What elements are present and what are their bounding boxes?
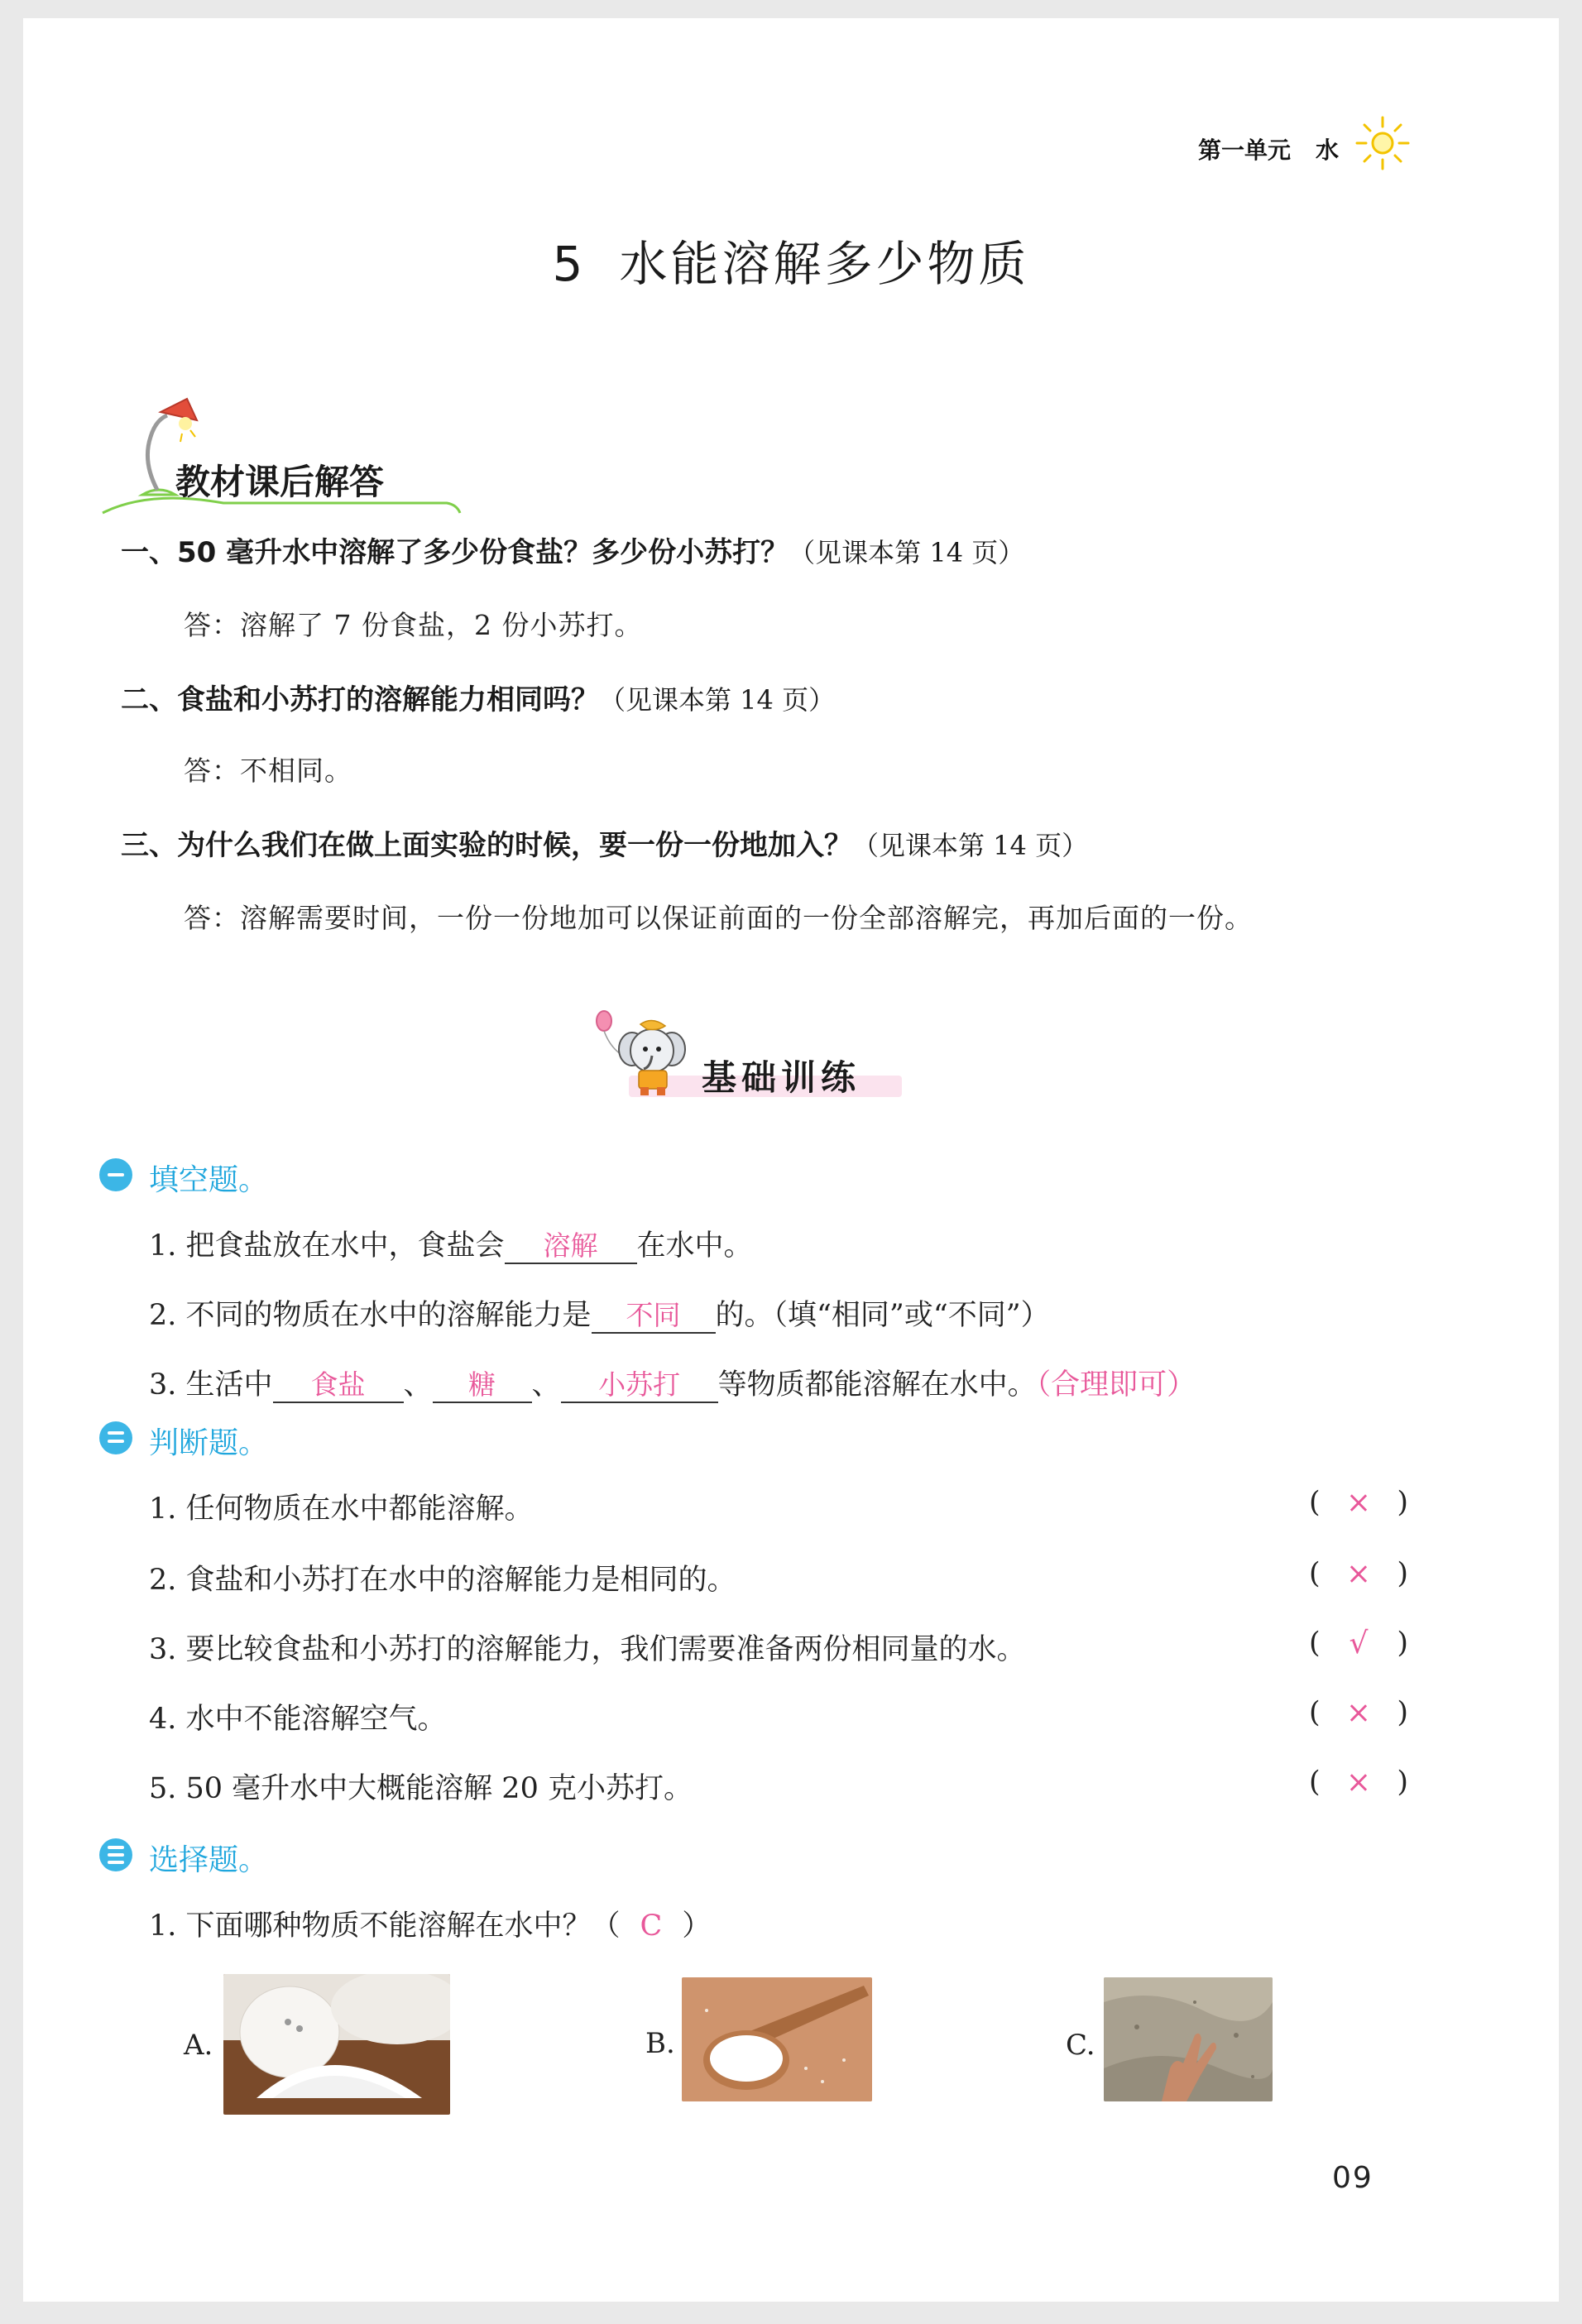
judgment-mark-5: × (1345, 1766, 1372, 1799)
fill-in-1-before: 1. 把食盐放在水中，食盐会 (149, 1229, 505, 1263)
judgment-title: 判断题。 (149, 1426, 269, 1460)
question-2 (121, 677, 835, 717)
judgment-answer-5[interactable]: ( × ) (1309, 1766, 1408, 1799)
lesson-title (0, 225, 1582, 295)
section-heading-basic-training: 基础训练 (702, 1057, 861, 1098)
question-1 (121, 529, 1024, 570)
judgment-item-4: 4. 水中不能溶解空气。 (149, 1703, 447, 1736)
choice-1-answer[interactable]: C (640, 1910, 663, 1943)
fill-in-title: 填空题。 (149, 1163, 269, 1197)
question-2-ref: （见课本第 14 页） (599, 684, 836, 716)
fill-in-2-before: 2. 不同的物质在水中的溶解能力是 (149, 1299, 592, 1332)
unit-header (1198, 132, 1339, 165)
choice-1-text: 1. 下面哪种物质不能溶解在水中？（ (149, 1910, 621, 1943)
answer-2: 答：不相同。 (184, 755, 352, 787)
sugar-spoon-photo[interactable] (682, 1977, 872, 2101)
fill-in-3-sep-2: 、 (531, 1368, 561, 1402)
question-1-ref: （见课本第 14 页） (789, 537, 1025, 568)
choice-question-1 (149, 1903, 711, 1944)
fill-in-1-blank[interactable]: 溶解 (505, 1229, 637, 1264)
fill-in-3-before: 3. 生活中 (149, 1368, 273, 1402)
answer-1: 答：溶解了 7 份食盐，2 份小苏打。 (184, 609, 643, 641)
lesson-title-text: 水能溶解多少物质 (619, 236, 1030, 292)
fill-in-3-sep-1: 、 (403, 1368, 433, 1402)
badge-one-icon (99, 1158, 132, 1191)
question-2-text: 二、食盐和小苏打的溶解能力相同吗？ (121, 683, 599, 716)
section-heading-textbook-answers: 教材课后解答 (175, 462, 385, 502)
judgment-mark-3: √ (1349, 1627, 1369, 1660)
unit-label: 第一单元 (1198, 137, 1292, 164)
sand-hand-photo[interactable] (1104, 1977, 1273, 2101)
fill-in-item-2 (149, 1292, 1050, 1334)
salt-photo[interactable] (223, 1974, 450, 2115)
unit-name: 水 (1316, 137, 1340, 164)
sun-icon (1354, 114, 1412, 172)
fill-in-3-blank-2[interactable]: 糖 (433, 1368, 532, 1403)
fill-in-3-note: （合理即可） (1036, 1368, 1196, 1402)
judgment-mark-2: × (1345, 1557, 1372, 1591)
question-1-text: 一、50 毫升水中溶解了多少份食盐？多少份小苏打？ (121, 536, 789, 569)
answer-3: 答：溶解需要时间，一份一份地加可以保证前面的一份全部溶解完，再加后面的一份。 (184, 902, 1253, 934)
page-number: 09 (1332, 2161, 1373, 2195)
judgment-answer-2[interactable]: ( × ) (1309, 1557, 1408, 1591)
fill-in-3-blank-3[interactable]: 小苏打 (561, 1368, 718, 1403)
judgment-answer-1[interactable]: ( × ) (1309, 1486, 1408, 1520)
question-3-text: 三、为什么我们在做上面实验的时候，要一份一份地加入？ (121, 829, 852, 862)
judgment-answer-4[interactable]: ( × ) (1309, 1696, 1408, 1730)
judgment-item-1: 1. 任何物质在水中都能溶解。 (149, 1493, 534, 1526)
fill-in-1-after: 在水中。 (636, 1229, 753, 1263)
fill-in-3-after: 等物质都能溶解在水中。 (717, 1368, 1037, 1402)
judgment-answer-3[interactable]: ( √ ) (1309, 1627, 1408, 1660)
judgment-item-3: 3. 要比较食盐和小苏打的溶解能力，我们需要准备两份相同量的水。 (149, 1633, 1026, 1666)
judgment-item-5: 5. 50 毫升水中大概能溶解 20 克小苏打。 (149, 1772, 693, 1805)
option-a-label: A. (184, 2029, 213, 2062)
fill-in-2-after: 的。（填“相同”或“不同”） (715, 1299, 1050, 1332)
fill-in-item-1 (149, 1223, 753, 1264)
fill-in-3-blank-1[interactable]: 食盐 (273, 1368, 404, 1403)
fill-in-2-blank[interactable]: 不同 (592, 1299, 716, 1334)
judgment-mark-1: × (1345, 1486, 1372, 1520)
choice-1-close: ） (682, 1910, 712, 1943)
fill-in-item-3 (149, 1362, 1196, 1403)
choice-title: 选择题。 (149, 1843, 269, 1877)
option-c-label: C. (1066, 2029, 1095, 2062)
badge-two-icon (99, 1421, 132, 1454)
badge-three-icon (99, 1838, 132, 1871)
option-b-label: B. (645, 2027, 675, 2060)
question-3-ref: （见课本第 14 页） (852, 830, 1089, 861)
judgment-mark-4: × (1345, 1696, 1372, 1730)
judgment-item-2: 2. 食盐和小苏打在水中的溶解能力是相同的。 (149, 1564, 736, 1597)
elephant-balloon-icon (592, 1008, 700, 1099)
question-3 (121, 822, 1088, 863)
lesson-number: 5 (552, 236, 587, 292)
